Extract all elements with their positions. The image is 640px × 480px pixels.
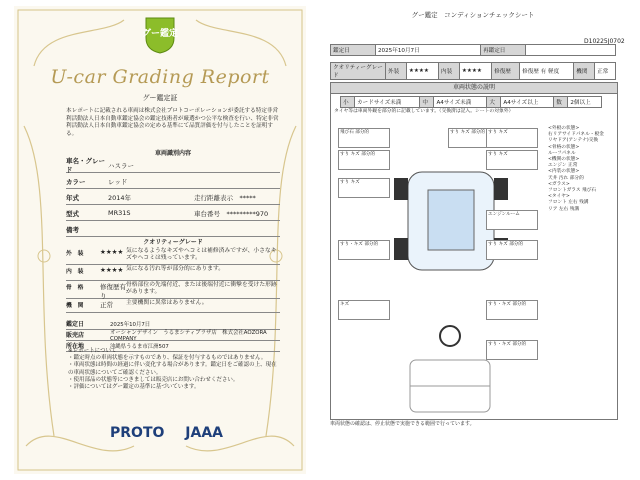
proto-logo: PROTO <box>110 425 165 441</box>
vehicle-row-value: レッド <box>108 177 128 186</box>
vehicle-row-label: カラー <box>66 177 86 186</box>
legend-line: <機関の状態> <box>548 157 580 163</box>
certificate-intro: 本レポートに記載される車両は株式会社プロトコーポレーションが委託する特定非営利活動法人日本自動車鑑定協会の鑑定技術者が厳選かつ公平な検査を行い、特定非営利活動法人日本自動車鑑定協会の定める基準にて品質評価を付与したことを証明する。 <box>66 108 279 137</box>
size-cell: 数 <box>554 97 568 108</box>
size-cell: A4サイズ未満 <box>434 97 487 108</box>
grade-desc: 骨格部位の先端付近、または後端付近に衝撃を受けた形跡があります。 <box>126 282 277 295</box>
certificate-title: U-car Grading Report <box>50 66 270 88</box>
quality-table <box>330 62 616 80</box>
note-line: ・使用部品の状態等につきましては販売店にお問い合わせください。 <box>68 376 239 383</box>
size-cell: A4サイズ以上 <box>501 97 554 108</box>
vehicle-row <box>66 190 280 205</box>
vehicle-row <box>66 222 280 237</box>
vehicle-row <box>66 174 280 189</box>
size-cell: 大 <box>487 97 501 108</box>
vehicle-row <box>66 206 280 221</box>
vehicle-row-extra: 走行距離表示 ***** <box>194 193 256 202</box>
regrade-value <box>526 45 616 56</box>
info-value: 沖縄県うるま市江洲507 <box>110 343 169 350</box>
info-value: オーシャンデザイン うるまシティプラザ店 株式会社AOZORA COMPANY <box>110 329 273 342</box>
engine-value: 正常 <box>595 63 616 80</box>
legend-line: フロントガラス 飛び石 <box>548 188 597 194</box>
info-label: 所在地 <box>66 343 85 350</box>
condition-label: すり キズ 部分的 <box>488 242 523 247</box>
vehicle-row-label: 備考 <box>66 225 79 234</box>
size-cell: 中 <box>420 97 434 108</box>
note-line: ・評価についてはグー鑑定の基準に基づいています。 <box>68 384 200 391</box>
logos <box>110 425 223 441</box>
condition-label: すり・キズ 部分的 <box>488 342 527 347</box>
frame-label: 修復歴 <box>492 63 520 80</box>
legend-line: エンジン 正常 <box>548 163 578 169</box>
note-line: ※レポートについて <box>68 348 117 354</box>
vehicle-section-title: 車両識別内容 <box>154 150 191 157</box>
regrade-label: 再鑑定日 <box>481 45 526 56</box>
size-legend <box>340 96 602 108</box>
vehicle-row-label: 車名・グレード <box>66 157 105 174</box>
exterior-stars: ★★★★ <box>406 63 438 80</box>
vehicle-row-extra: 車台番号 *********970 <box>194 209 269 218</box>
sheet-footer: 車両状態の確認は、停止状態で実施できる範囲で行っています。 <box>330 421 475 427</box>
certificate-notes <box>68 348 278 391</box>
grade-label: 機 関 <box>66 303 84 309</box>
steering-wheel-icon <box>440 326 460 346</box>
condition-label: すり キズ <box>488 152 508 157</box>
legend-line: <タイヤ> <box>548 194 570 200</box>
grade-desc: 気になる汚れ等が部分的にあります。 <box>126 266 225 272</box>
condition-label: キズ <box>340 302 350 307</box>
condition-legend <box>548 126 614 213</box>
badge-text: グー鑑定 <box>141 29 179 39</box>
condition-label: すり キズ <box>340 180 360 185</box>
date-table <box>330 44 616 56</box>
grade-row <box>66 266 280 281</box>
vehicle-row-value: MR31S <box>108 209 131 217</box>
legend-line: <ガラス> <box>548 181 570 187</box>
note-line: ・車両状態は時間の経過に伴い変化する場合があります。鑑定日をご確認の上、現在の車両状態についてご確認ください。 <box>68 362 277 376</box>
info-label: 鑑定日 <box>66 321 85 328</box>
sheet-code: D10225J0702 <box>584 38 625 45</box>
legend-line: 天井 汚れ 部分的 <box>548 175 584 181</box>
legend-line: <骨格の状態> <box>548 144 580 150</box>
legend-line: <内装の状態> <box>548 169 580 175</box>
vehicle-row-label: 型式 <box>66 209 79 218</box>
condition-label: エンジンルーム <box>488 212 520 217</box>
condition-label: すり・キズ 部分的 <box>340 242 379 247</box>
date-label: 鑑定日 <box>331 45 376 56</box>
grade-stars: 正常 <box>100 301 113 309</box>
grade-row <box>66 282 280 299</box>
certificate-subtitle: グー鑑定証 <box>142 94 178 102</box>
legend-line: フロント 左右 残溝 <box>548 200 589 206</box>
info-value: 2025年10月7日 <box>110 321 151 328</box>
condition-label: すり キズ <box>488 130 508 135</box>
grade-desc: 気になるようなキズやヘコミは補修済みですが、小さなキズやヘコミは残っています。 <box>126 248 277 261</box>
panel-title: 車両状態の説明 <box>330 82 618 94</box>
panel-note: タイヤ等は車両外観を部分的に記載しています。（交換済は記入。シートの対象外） <box>334 109 514 114</box>
jaaa-logo: JAAA <box>185 425 223 441</box>
grade-stars: ★★★★ <box>100 266 124 274</box>
quality-section-title: クオリティーグレード <box>143 239 203 246</box>
size-cell: 小 <box>341 97 355 108</box>
legend-line: リヤドア(アンテナ)交換 <box>548 138 599 144</box>
info-label: 販売店 <box>66 332 85 339</box>
vehicle-row-label: 年式 <box>66 193 79 202</box>
legend-line: ルーフパネル <box>548 150 576 156</box>
grade-stars: ★★★★ <box>100 248 124 256</box>
frame-value: 修復歴 有 軽度 <box>520 63 574 80</box>
legend-line: 右リアサイドパネル・板金 <box>548 132 604 138</box>
car-diagram <box>380 150 530 420</box>
grade-row <box>66 300 280 313</box>
condition-label: すり キズ 部分的 <box>340 152 375 157</box>
size-cell: 2個以上 <box>568 97 602 108</box>
legend-line: リア 左右 残溝 <box>548 206 580 212</box>
quality-label: クオリティーグレード <box>331 63 386 80</box>
grade-label: 外 装 <box>66 251 84 257</box>
grade-label: 骨 格 <box>66 285 84 291</box>
vehicle-row-value: ハスラー <box>108 161 134 170</box>
goo-badge <box>140 14 180 54</box>
grade-label: 内 装 <box>66 269 84 275</box>
size-cell: カードサイズ未満 <box>355 97 420 108</box>
exterior-label: 外装 <box>386 63 407 80</box>
sheet-title: グー鑑定 コンディションチェックシート <box>411 11 535 19</box>
note-line: ・鑑定時点の車両状態を示すものであり、保証を付与するものではありません。 <box>68 355 267 362</box>
condition-label: すり・キズ 部分的 <box>488 302 527 307</box>
condition-label: 飛び石 部分的 <box>340 130 370 135</box>
grade-stars: 修復歴有り <box>100 283 126 300</box>
engine-label: 機関 <box>574 63 595 80</box>
grade-desc: 主要機関に異常はありません。 <box>126 300 208 306</box>
date-value: 2025年10月7日 <box>376 45 481 56</box>
condition-label: すり キズ 部分的 <box>450 130 485 135</box>
vehicle-row-value: 2014年 <box>108 193 132 202</box>
interior-stars: ★★★★ <box>459 63 491 80</box>
legend-line: <外板の状態> <box>548 126 580 131</box>
grade-row <box>66 248 280 265</box>
vehicle-row <box>66 158 280 173</box>
interior-label: 内装 <box>439 63 460 80</box>
